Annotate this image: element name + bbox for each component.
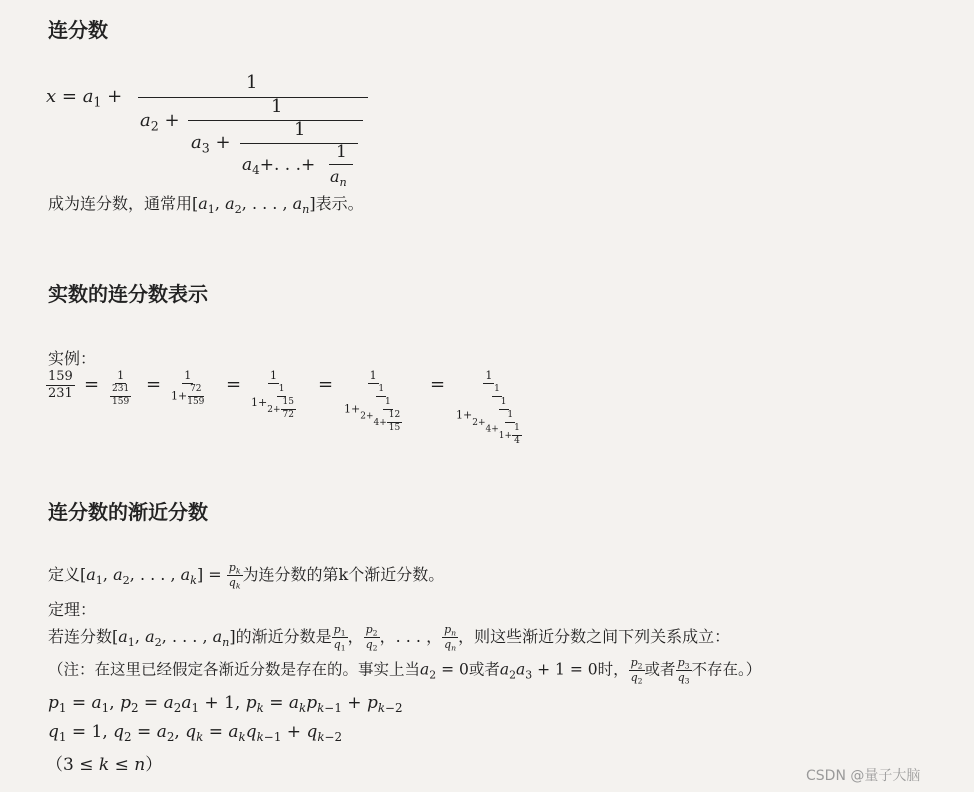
equals-sign: =	[146, 374, 162, 395]
example-step-2: 1 1+ $\frac{72}{159}$	[171, 369, 205, 407]
theorem-note: （注：在这里已经假定各渐近分数是存在的。事实上当$a_2 = 0$或者$a_2a_3 + 1 = 0$时， $\frac{p_2}{q_2}$ 或者 $\frac{p_3}{q_3}$ 不存在。）	[48, 656, 762, 686]
equals-sign: =	[226, 374, 242, 395]
k-range: （3 ≤ k ≤ n）	[46, 755, 163, 775]
example-expansion	[46, 369, 566, 446]
formula-a2: $a_2$ +	[140, 110, 180, 134]
continued-fraction-notation-text: 成为连分数，通常用[$a_1$, $a_2$, . . . , $a_n$]表示。	[48, 194, 364, 216]
equals-sign: =	[84, 374, 100, 395]
equals-sign: =	[430, 374, 446, 395]
fraction-bar-1	[138, 97, 368, 98]
fraction-bar-4	[329, 164, 353, 165]
formula-lhs: $x = a_1$ +	[46, 86, 123, 110]
formula-a3: $a_3$ +	[191, 132, 231, 156]
example-step-1: 1 $\frac{231}{159}$	[112, 369, 130, 407]
continued-fraction-formula	[46, 72, 386, 188]
section-heading-continued-fraction: 连分数	[48, 18, 108, 42]
formula-numerator-4: 1	[336, 142, 347, 162]
theorem-label: 定理：	[48, 600, 97, 619]
section-heading-real-number-representation: 实数的连分数表示	[48, 282, 208, 306]
q-recurrence: $q_1 = 1$, $q_2 = a_2$, $q_k = a_kq_{k-1} + q_{k-2}$	[48, 722, 343, 745]
example-step-5: 1 1+ 1 2+ 1 4+ 1 1+ $\frac{1}{4}$	[456, 369, 520, 446]
formula-numerator-3: 1	[294, 119, 306, 140]
example-step-3: 1 1+ 1 2+ $\frac{15}{72}$	[251, 369, 294, 420]
p-recurrence: $p_1 = a_1$, $p_2 = a_2a_1 + 1$, $p_k = a_kp_{k-1} + p_{k-2}$	[48, 693, 403, 716]
formula-an: $a_n$	[330, 167, 347, 189]
example-step-4: 1 1+ 1 2+ 1 4+ $\frac{12}{15}$	[344, 369, 401, 433]
csdn-watermark: CSDN @量子大脑	[806, 768, 921, 784]
section-heading-convergents: 连分数的渐近分数	[48, 500, 208, 524]
formula-numerator-2: 1	[271, 96, 283, 117]
convergent-definition: 定义[$a_1$, $a_2$, . . . , $a_k$] = $\frac{p_k}{q_k}$ 为连分数的第k个渐近分数。	[48, 561, 445, 591]
equals-sign: =	[318, 374, 334, 395]
example-lhs-fraction: 159 231	[48, 369, 73, 402]
fraction-bar-2	[188, 120, 363, 121]
formula-numerator-1: 1	[246, 72, 258, 93]
theorem-statement: 若连分数[$a_1$, $a_2$, . . . , $a_n$]的渐近分数是 $\frac{p_1}{q_1}$ ， $\frac{p_2}{q_2}$ ，. . . ， $\frac{p_n}{q_n}$ ，则这些渐近分数之间下列关系成立：	[48, 623, 731, 653]
example-label: 实例：	[48, 349, 97, 368]
formula-a4-ellipsis: $a_4+$. . .+	[242, 155, 316, 178]
